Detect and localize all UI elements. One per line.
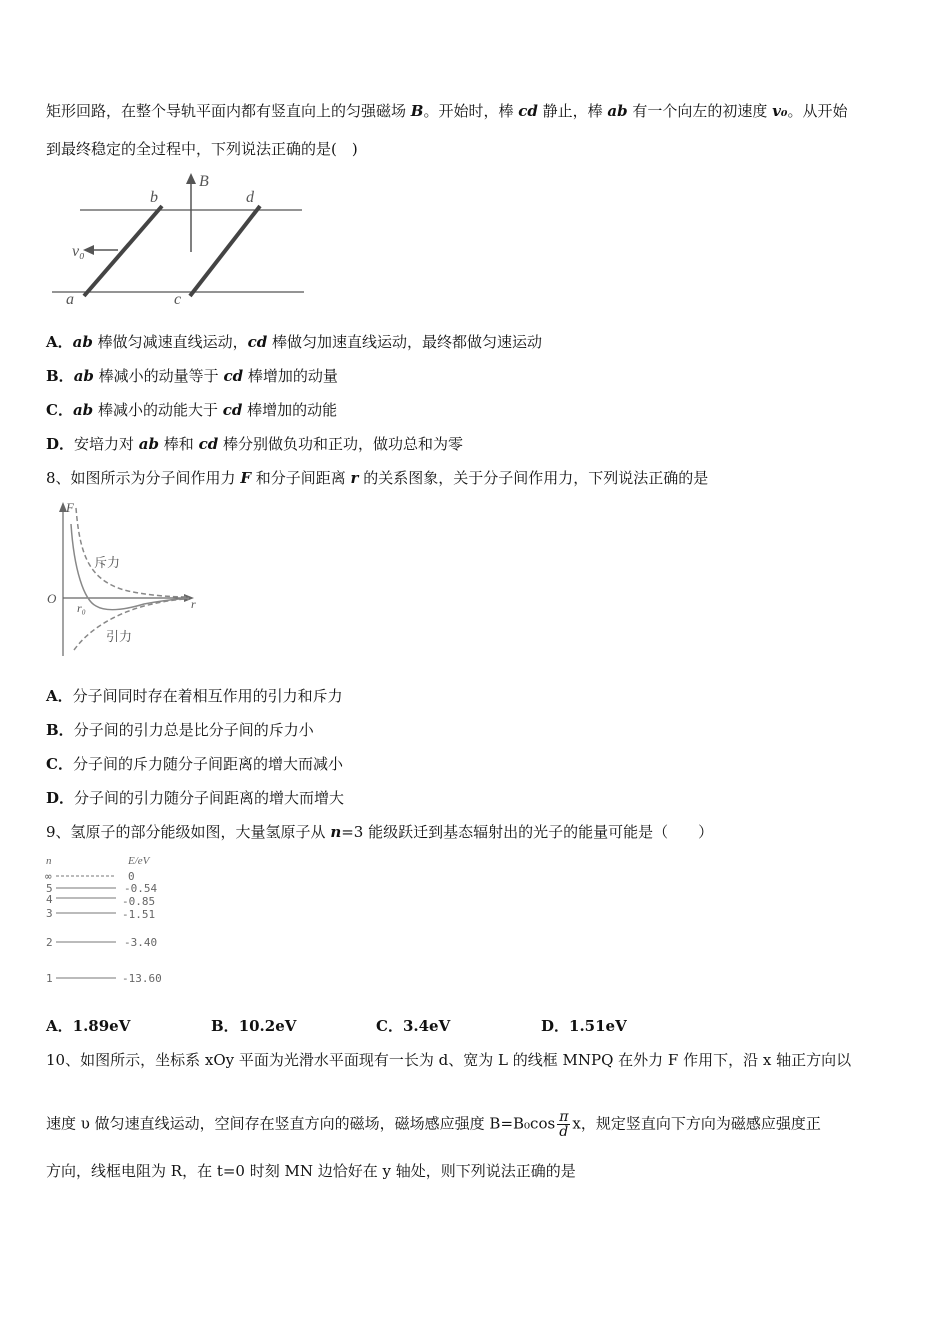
option-text: 安培力对 [74,435,139,453]
label-r: r [191,597,196,611]
option-label: C． [376,1017,403,1035]
label-B: B [199,173,209,190]
level-e-2: -3.40 [124,936,158,949]
label-c: c [174,291,182,308]
q7-var-B: B [410,102,424,120]
option-label: D． [46,435,75,453]
option-text: 3.4eV [402,1017,451,1035]
option-label: C． [46,401,73,419]
q8-var-r: r [350,469,359,487]
label-F: F [66,500,74,515]
option-var: ab [72,333,93,351]
option-text: 分子间的引力随分子间距离的增大而增大 [74,789,345,807]
q8-text: 和分子间距离 [250,469,351,487]
q7-text: 矩形回路，在整个导轨平面内都有竖直向上的匀强磁场 [46,102,411,120]
q7-option-b[interactable] [46,365,338,387]
option-label: A． [46,687,73,705]
q7-stem-line1 [46,100,848,122]
q10-stem-line1: 10、如图所示，坐标系 xOy 平面为光滑水平面现有一长为 d、宽为 L 的线框 MNPQ 在外力 F 作用下，沿 x 轴正方向以 [46,1051,852,1069]
q9-option-b[interactable] [211,1015,296,1037]
rod-cd [190,206,260,296]
level-n-4: 4 [46,893,53,906]
header-e: E/eV [128,855,150,867]
level-n-1: 1 [46,972,53,985]
rod-ab [84,206,162,296]
q8-option-a[interactable] [46,685,343,707]
option-var: cd [222,401,243,419]
label-repulsion: 斥力 [94,556,121,571]
q8-option-c[interactable] [46,753,343,775]
q8-text: 8、如图所示为分子间作用力 [46,469,241,487]
option-text: 棒减小的动量等于 [93,367,224,385]
q10-stem-line2 [46,1110,821,1139]
option-label: D． [541,1017,570,1035]
option-label: A． [46,333,73,351]
option-text: 棒减小的动能大于 [93,401,223,419]
level-e-3: -1.51 [122,908,156,921]
option-text: 棒增加的动能 [242,401,338,419]
net-force-curve [71,524,189,610]
q9-stem [46,821,713,843]
q7-option-a[interactable] [46,331,542,353]
option-label: D． [46,789,75,807]
q9-option-d[interactable] [541,1015,627,1037]
option-label: C． [46,755,73,773]
q7-text: 。开始时，棒 [423,102,519,120]
header-n: n [46,855,52,867]
option-text: 1.51eV [569,1017,627,1035]
option-text: 10.2eV [238,1017,297,1035]
repulsion-curve [76,508,189,597]
q7-rails-figure [50,168,310,308]
q7-var-cd: cd [518,102,538,120]
option-label: B． [46,721,74,739]
q9-text: =3 能级跃迁到基态辐射出的光子的能量可能是（ ） [341,823,714,841]
q8-option-b[interactable] [46,719,314,741]
option-text: 棒增加的动量 [243,367,338,385]
q10-fraction-pi-over-d [557,1110,570,1139]
level-e-1: -13.60 [122,972,162,985]
option-var: cd [247,333,268,351]
level-e-4: -0.85 [122,895,156,908]
label-v0: v₀ [72,243,85,260]
q7-option-d[interactable] [46,433,463,455]
option-var: ab [138,435,160,453]
option-text: 1.89eV [72,1017,131,1035]
level-n-2: 2 [46,936,53,949]
option-text: 分子间同时存在着相互作用的引力和斥力 [72,687,343,705]
option-text: 分子间的斥力随分子间距离的增大而减小 [72,755,343,773]
option-text: 棒做匀加速直线运动，最终都做匀速运动 [267,333,543,351]
option-label: A． [46,1017,73,1035]
q7-text: 有一个向左的初速度 [627,102,773,120]
label-d: d [246,189,254,206]
fraction-numerator: π [559,1109,569,1125]
q10-text: 速度 υ 做匀速直线运动，空间存在竖直方向的磁场，磁场感应强度 B=B₀cos [46,1114,556,1133]
option-label: B． [211,1017,239,1035]
q10-text: x，规定竖直向下方向为磁感应强度正 [572,1114,821,1133]
fraction-denominator: d [559,1124,569,1140]
option-text: 棒分别做负功和正功，做功总和为零 [218,435,463,453]
q7-var-v0: v₀ [772,102,788,120]
q7-stem-line2: 到最终稳定的全过程中，下列说法正确的是( ) [46,140,358,158]
option-var: cd [223,367,244,385]
label-a: a [66,291,74,308]
option-var: ab [73,367,94,385]
option-label: B． [46,367,74,385]
q7-var-ab: ab [607,102,628,120]
b-field-arrow-head [186,173,196,184]
q9-text: 9、氢原子的部分能级如图，大量氢原子从 [46,823,331,841]
level-e-5: -0.54 [124,882,158,895]
q7-text: 静止，棒 [537,102,608,120]
q9-energy-level-diagram [44,852,184,992]
option-var: cd [198,435,219,453]
option-text: 棒做匀减速直线运动， [92,333,248,351]
q9-var-n: n [330,823,342,841]
level-e-inf: 0 [128,870,135,883]
level-n-inf: ∞ [45,870,52,883]
q8-option-d[interactable] [46,787,344,809]
q8-force-graph [44,500,204,662]
label-b: b [150,189,158,206]
q9-option-c[interactable] [376,1015,450,1037]
level-n-3: 3 [46,907,53,920]
q10-stem-line3: 方向，线框电阻为 R，在 t=0 时刻 MN 边恰好在 y 轴处，则下列说法正确的是 [46,1162,576,1180]
label-r0: r₀ [77,601,86,615]
q8-stem [46,467,708,489]
q8-text: 的关系图象，关于分子间作用力，下列说法正确的是 [358,469,709,487]
q7-text: 。从开始 [787,102,848,120]
label-O: O [47,591,57,606]
level-n-5: 5 [46,882,53,895]
option-text: 分子间的引力总是比分子间的斥力小 [73,721,314,739]
q8-var-F: F [240,469,251,487]
label-attraction: 引力 [106,630,133,645]
q7-option-c[interactable] [46,399,337,421]
option-var: ab [72,401,94,419]
option-text: 棒和 [159,435,199,453]
q9-option-a[interactable] [46,1015,130,1037]
